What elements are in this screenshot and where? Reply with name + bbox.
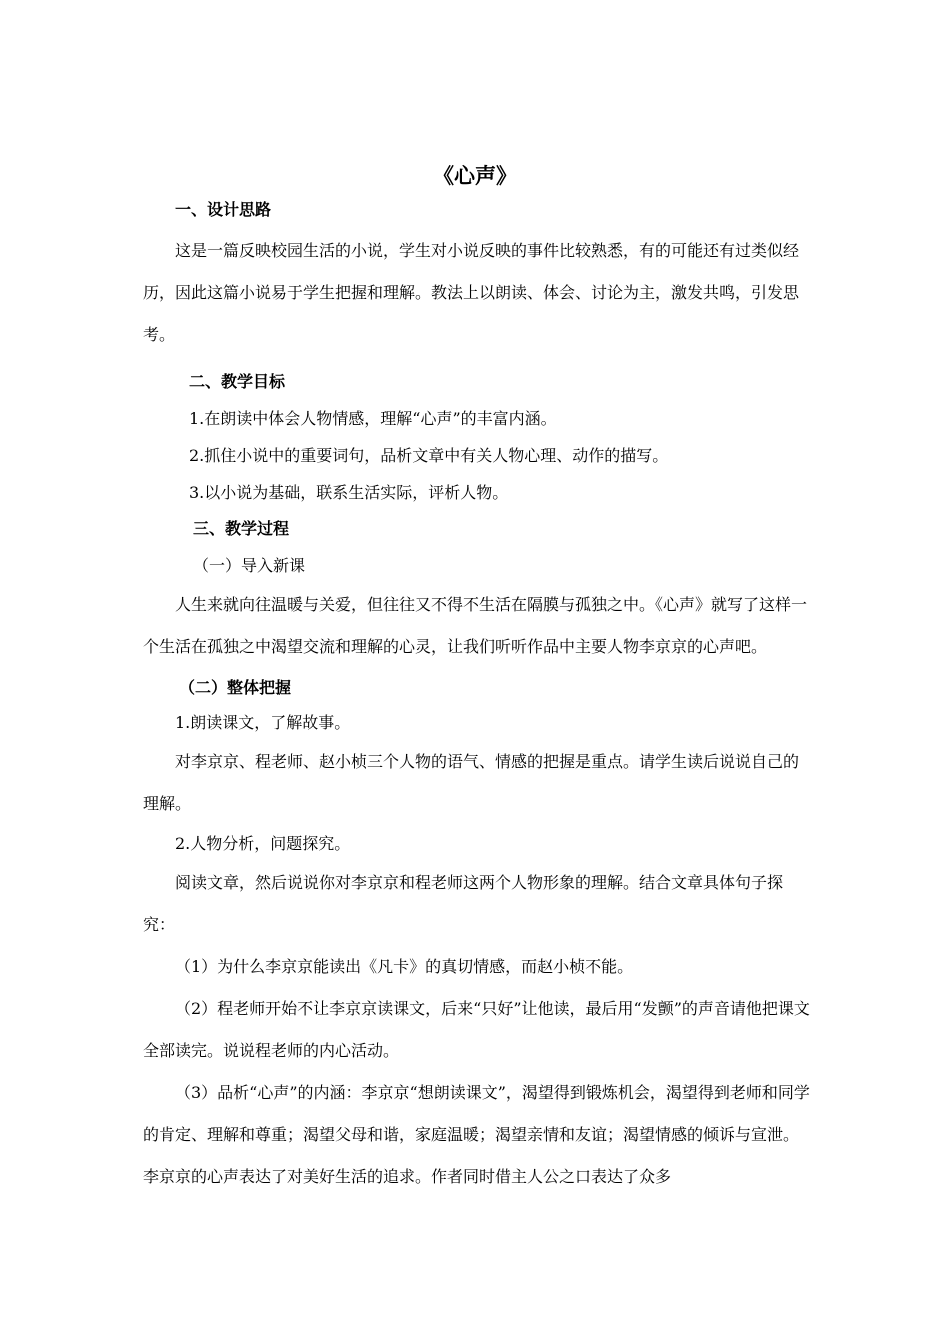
question-1: （1）为什么李京京能读出《凡卡》的真切情感，而赵小桢不能。	[175, 957, 634, 976]
paragraph-overall-item-2: 阅读文章，然后说说你对李京京和程老师这两个人物形象的理解。结合文章具体句子探究：	[143, 873, 784, 934]
paragraph-design: 这是一篇反映校园生活的小说，学生对小说反映的事件比较熟悉，有的可能还有过类似经历，因此这篇小说易于学生把握和理解。教法上以朗读、体会、讨论为主，激发共鸣，引发思考。	[143, 241, 800, 344]
question-3: （3）品析“心声”的内涵：李京京“想朗读课文”，渴望得到锻炼机会，渴望得到老师和同学的肯定、理解和尊重；渴望父母和谐，家庭温暖；渴望亲情和友谊；渴望情感的倾诉与宣泄。李京京的心声表达了对美好生活的追求。作者同时借主人公之口表达了众多	[143, 1083, 810, 1186]
section-heading-design: 一、设计思路	[175, 200, 272, 219]
sub-heading-intro: （一）导入新课	[193, 556, 306, 575]
document-title: 《心声》	[433, 163, 517, 188]
section-heading-process: 三、教学过程	[193, 519, 290, 538]
overall-item-1: 1.朗读课文，了解故事。	[175, 713, 351, 732]
section-heading-goals: 二、教学目标	[189, 372, 286, 391]
goal-item-2: 2.抓住小说中的重要词句，品析文章中有关人物心理、动作的描写。	[189, 446, 669, 465]
sub-heading-overall: （二）整体把握	[179, 678, 292, 697]
goal-item-1: 1.在朗读中体会人物情感，理解“心声”的丰富内涵。	[189, 409, 557, 428]
paragraph-overall-item-1: 对李京京、程老师、赵小桢三个人物的语气、情感的把握是重点。请学生读后说说自己的理解。	[143, 752, 800, 813]
goal-item-3: 3.以小说为基础，联系生活实际，评析人物。	[189, 483, 509, 502]
question-2: （2）程老师开始不让李京京读课文，后来“只好”让他读，最后用“发颤”的声音请他把课文全部读完。说说程老师的内心活动。	[143, 999, 810, 1060]
document-body	[143, 200, 810, 1198]
overall-item-2: 2.人物分析，问题探究。	[175, 834, 351, 853]
paragraph-intro: 人生来就向往温暖与关爱，但往往又不得不生活在隔膜与孤独之中。《心声》就写了这样一个生活在孤独之中渴望交流和理解的心灵，让我们听听作品中主要人物李京京的心声吧。	[143, 595, 808, 656]
